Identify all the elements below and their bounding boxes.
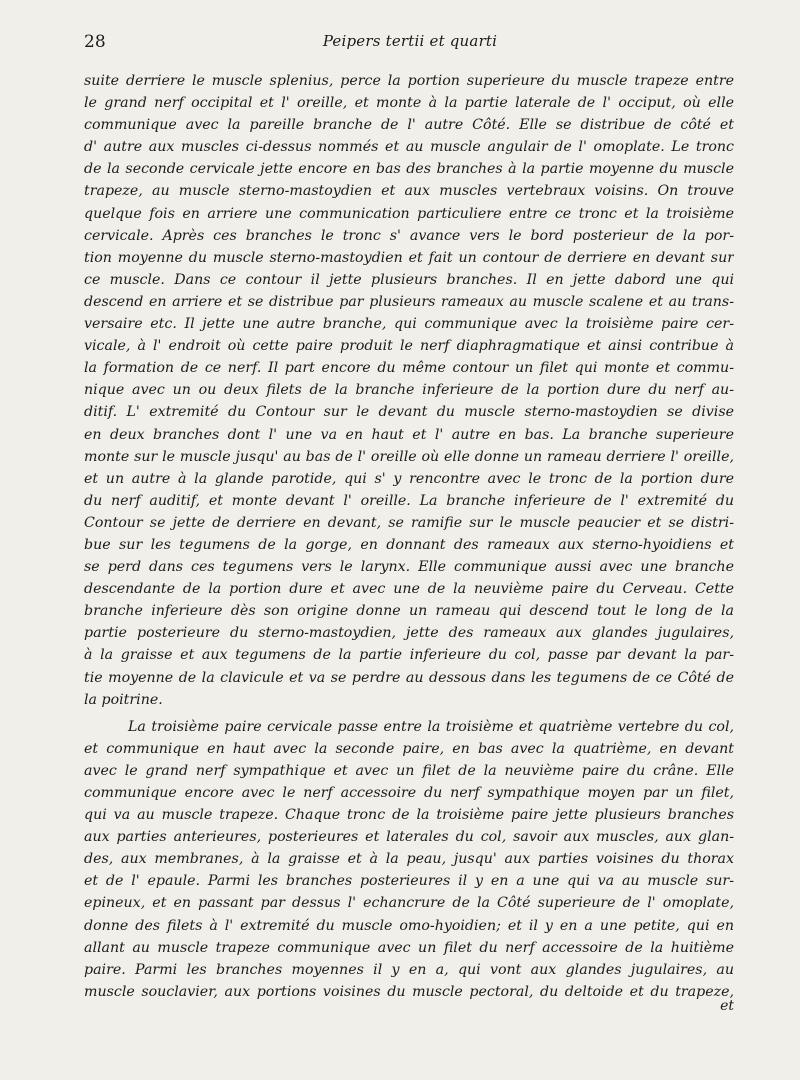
text-line: et de l' epaule. Parmi les branches posterieures il y en a une qui va au muscle sur- [84,873,734,890]
text-line: communique encore avec le nerf accessoire du nerf sympathique moyen par un filet, [84,785,734,801]
catchword: et [720,998,734,1014]
text-line: quelque fois en arriere une communication particuliere entre ce tronc et la troisième [84,205,734,222]
text-line: tie moyenne de la clavicule et va se perdre au dessous dans les tegumens de ce Côté de [84,669,734,686]
page-header [84,32,736,54]
text-line: qui va au muscle trapeze. Chaque tronc de la troisième paire jette plusieurs branches [84,807,734,824]
page-number: 28 [84,32,106,52]
text-line: muscle souclavier, aux portions voisines du muscle pectoral, du deltoide et du trapeze, [84,983,734,1000]
text-line: versaire etc. Il jette une autre branche, qui communique avec la troisième paire cer- [84,316,734,333]
text-line: des, aux membranes, à la graisse et à la peau, jusqu' aux parties voisines du thorax [84,851,734,868]
text-line: du nerf auditif, et monte devant l' oreille. La branche inferieure de l' extremité du [84,492,734,509]
text-line: et communique en haut avec la seconde paire, en bas avec la quatrième, en devant [84,740,734,757]
text-line: tion moyenne du muscle sterno-mastoydien et fait un contour de derriere en devant sur [84,249,734,266]
text-line: aux parties anterieures, posterieures et laterales du col, savoir aux muscles, aux glan- [84,829,734,846]
text-line: cervicale. Après ces branches le tronc s' avance vers le bord posterieur de la por- [84,227,734,244]
text-line: trapeze, au muscle sterno-mastoydien et aux muscles vertebraux voisins. On trouve [84,183,734,200]
text-line: La troisième paire cervicale passe entre la troisième et quatrième vertebre du col, [128,718,734,735]
text-line: à la graisse et aux tegumens de la partie inferieure du col, passe par devant la par- [84,647,734,664]
text-line: en deux branches dont l' une va en haut et l' autre en bas. La branche superieure [84,426,734,443]
text-line: de la seconde cervicale jette encore en bas des branches à la partie moyenne du muscle [84,161,734,178]
text-line: branche inferieure dès son origine donne un rameau qui descend tout le long de la [84,603,734,620]
text-line: le grand nerf occipital et l' oreille, et monte à la partie laterale de l' occiput, où elle [84,95,734,112]
text-line: allant au muscle trapeze communique avec un filet du nerf accessoire de la huitième [84,939,734,956]
paragraph-2 [84,716,734,1003]
text-line: d' autre aux muscles ci-dessus nommés et au muscle angulair de l' omoplate. Le tronc [84,139,734,156]
text-line: communique avec la pareille branche de l' autre Côté. Elle se distribue de côté et [84,117,734,134]
paragraph-1 [84,70,734,711]
text-line: epineux, et en passant par dessus l' echancrure de la Côté superieure de l' omoplate, [84,895,734,912]
text-line: bue sur les tegumens de la gorge, en donnant des rameaux aux sterno-hyoidiens et [84,536,734,553]
text-line: et un autre à la glande parotide, qui s' y rencontre avec le tronc de la portion dure [84,470,734,487]
text-line: descend en arriere et se distribue par plusieurs rameaux au muscle scalene et au trans- [84,293,734,310]
text-line: Contour se jette de derriere en devant, se ramifie sur le muscle peaucier et se distri- [84,514,734,531]
text-line: se perd dans ces tegumens vers le larynx. Elle communique aussi avec une branche [84,559,734,576]
running-head: Peipers tertii et quarti [322,32,498,50]
text-line: la formation de ce nerf. Il part encore du même contour un filet qui monte et commu- [84,360,734,377]
text-line: donne des filets à l' extremité du muscle omo-hyoidien; et il y en a une petite, qui en [84,917,734,934]
text-line: nique avec un ou deux filets de la branche inferieure de la portion dure du nerf au- [84,382,734,399]
text-line: partie posterieure du sterno-mastoydien, jette des rameaux aux glandes jugulaires, [84,625,734,642]
page-body [84,70,734,1003]
text-line: la poitrine. [84,691,163,708]
text-line: paire. Parmi les branches moyennes il y en a, qui vont aux glandes jugulaires, au [84,961,734,978]
text-line: vicale, à l' endroit où cette paire produit le nerf diaphragmatique et ainsi contribue à [84,338,734,355]
text-line: ce muscle. Dans ce contour il jette plusieurs branches. Il en jette dabord une qui [84,271,734,288]
text-line: descendante de la portion dure et avec une de la neuvième paire du Cerveau. Cette [84,581,734,598]
text-line: avec le grand nerf sympathique et avec un filet de la neuvième paire du crâne. Elle [84,762,734,779]
text-line: ditif. L' extremité du Contour sur le devant du muscle sterno-mastoydien se divise [84,404,734,421]
text-line: suite derriere le muscle splenius, perce la portion superieure du muscle trapeze entre [84,73,734,89]
text-line: monte sur le muscle jusqu' au bas de l' oreille où elle donne un rameau derriere l' oreille, [84,448,734,465]
